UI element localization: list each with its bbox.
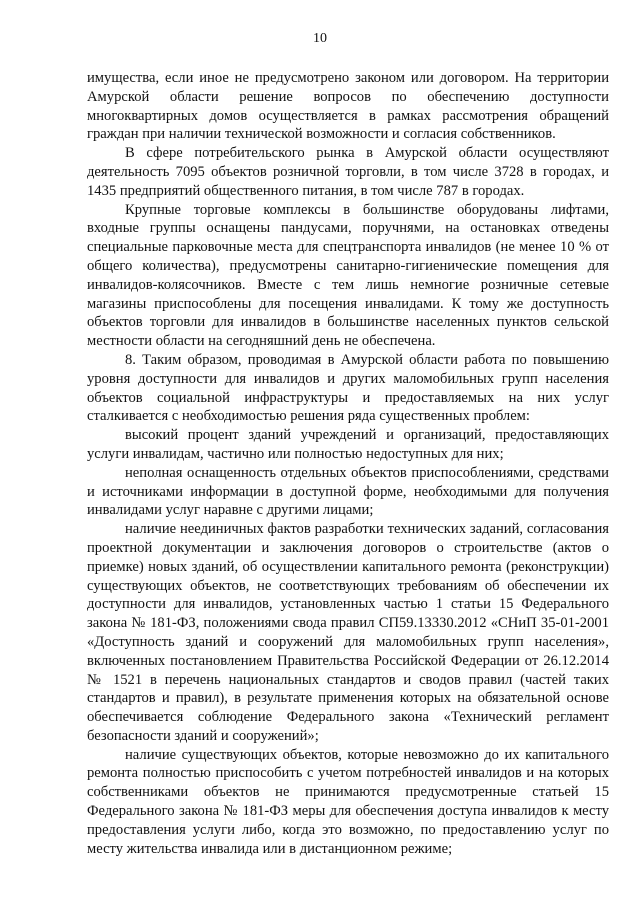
page-number: 10 bbox=[313, 31, 327, 46]
paragraph-problem-existing-objects: наличие существующих объектов, которые невозможно до их капитального ремонта полностью приспособить с учетом потребностей инвалидов и на которых собственниками объектов не принимаются предусмотренные статьей 15 Федерального закона № 181-ФЗ меры для обеспечения доступа инвалидов к месту предоставления услуги либо, когда это возможно, по предоставлению услуг по месту жительства инвалида или в дистанционном режиме; bbox=[87, 746, 609, 857]
paragraph-problem-equipment: неполная оснащенность отдельных объектов приспособлениями, средствами и источниками информации в доступной форме, необходимыми для получения инвалидами услуг наравне с другими лицами; bbox=[87, 464, 609, 519]
paragraph-problem-design: наличие неединичных фактов разработки технических заданий, согласования проектной документации и заключения договоров о строительстве (актов о приемке) новых зданий, об осуществлении капитального ремонта (реконструкции) существующих объектов, не соответствующих требованиям об обеспечении их доступности для инвалидов, установленных частью 1 статьи 15 Федерального закона № 181-ФЗ, положениями свода правил СП59.13330.2012 «СНиП 35-01-2001 «Доступность зданий и сооружений для маломобильных групп населения», включенных постановлением Правительства Российской Федерации от 26.12.2014 № 1521 в перечень национальных стандартов и сводов правил (частей таких стандартов и правил), в результате применения которых на обязательной основе обеспечивается соблюдение Федерального закона «Технический регламент безопасности зданий и сооружений»; bbox=[87, 521, 609, 744]
body-text bbox=[87, 69, 609, 858]
paragraph-continuation: имущества, если иное не предусмотрено законом или договором. На территории Амурской области решение вопросов по обеспечению доступности многоквартирных домов осуществляется в рамках рассмотрения обращений граждан при наличии технической возможности и согласия собственников. bbox=[87, 70, 609, 143]
paragraph-item-8: 8. Таким образом, проводимая в Амурской области работа по повышению уровня доступности для инвалидов и других маломобильных групп населения объектов социальной инфраструктуры и предоставляемых на них услуг сталкивается с необходимостью решения ряда существенных проблем: bbox=[87, 351, 609, 425]
paragraph-consumer-market: В сфере потребительского рынка в Амурской области осуществляют деятельность 7095 объектов розничной торговли, в том числе 3728 в городах, и 1435 предприятий общественного питания, в том числе 787 в городах. bbox=[87, 145, 609, 199]
paragraph-shopping-centers: Крупные торговые комплексы в большинстве оборудованы лифтами, входные группы оснащены пандусами, поручнями, на остановках отведены специальные парковочные места для спецтранспорта инвалидов (не менее 10 % от общего количества), предусмотрены санитарно-гигиенические помещения для инвалидов-колясочников. Вместе с тем лишь немногие розничные сетевые магазины приспособлены для посещения инвалидами. К тому же доступность объектов торговли для инвалидов в большинстве населенных пунктов сельской местности области на сегодняшний день не обеспечена. bbox=[87, 201, 609, 350]
paragraph-problem-buildings: высокий процент зданий учреждений и организаций, предоставляющих услуги инвалидам, частично или полностью недоступных для них; bbox=[87, 427, 609, 462]
